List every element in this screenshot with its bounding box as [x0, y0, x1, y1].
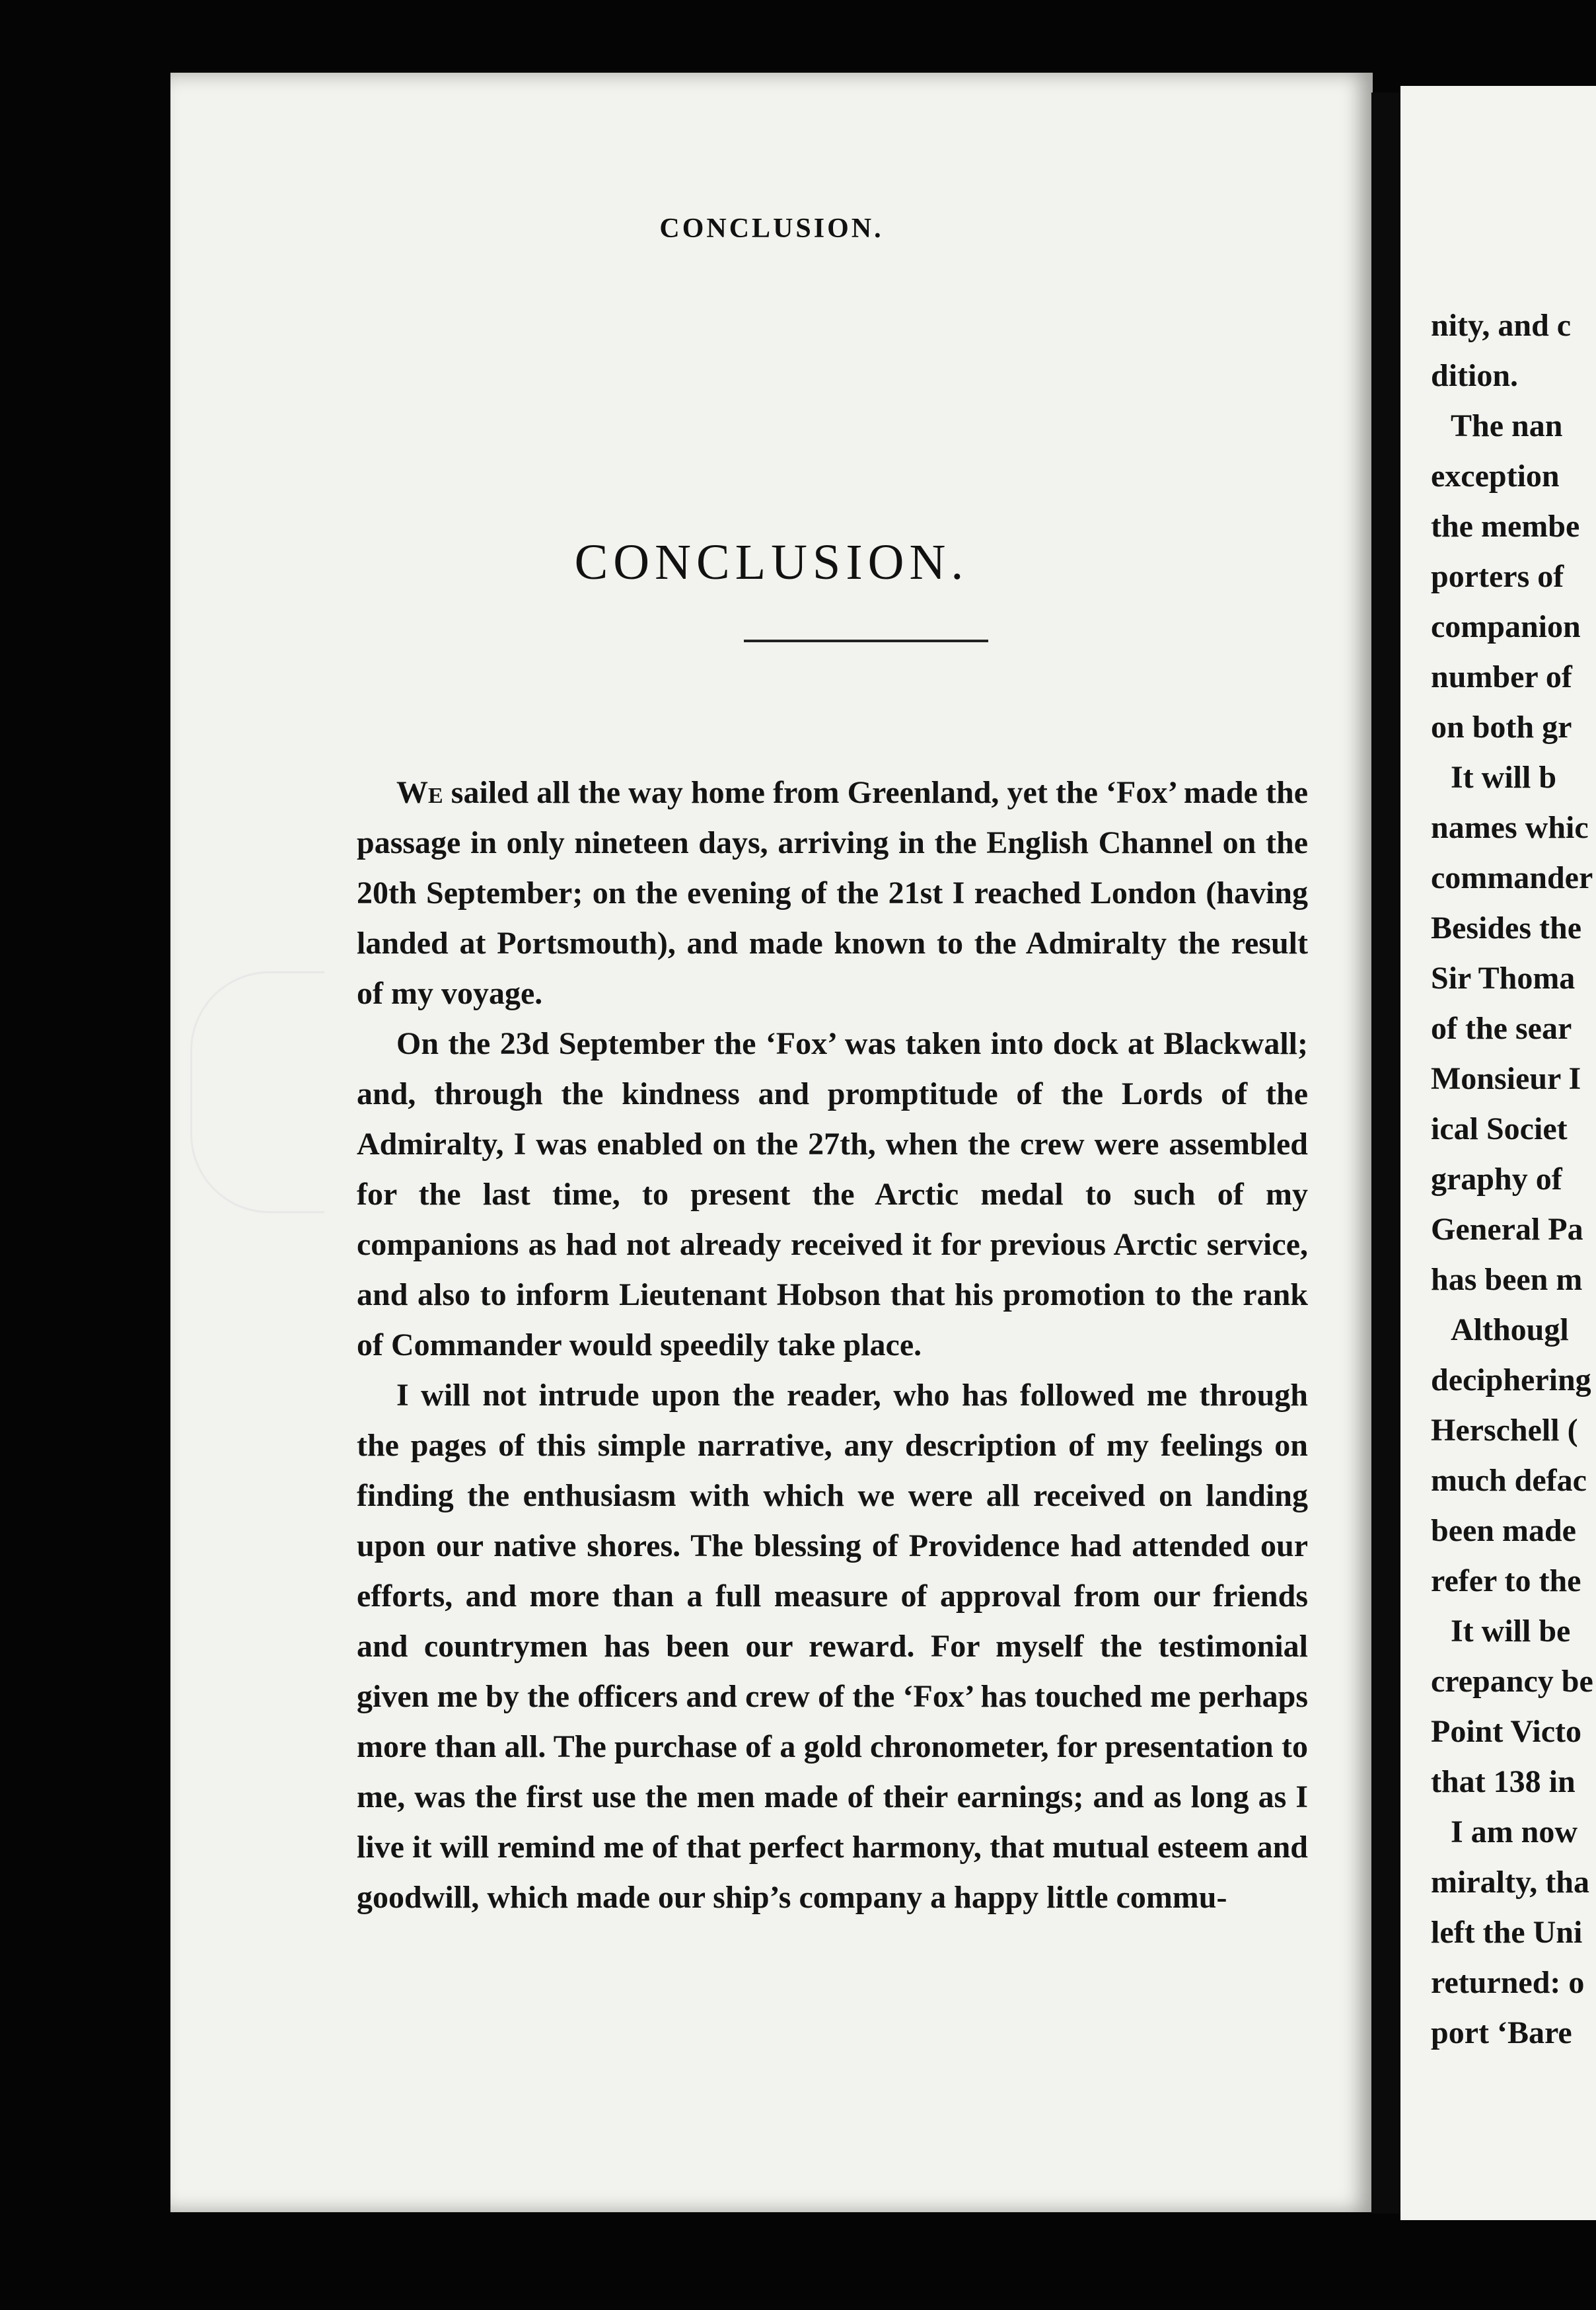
right-page-line: has been m [1431, 1262, 1583, 1297]
paragraph [357, 768, 1308, 1019]
right-page-line: porters of [1431, 559, 1564, 594]
right-page-line: Althougl [1451, 1312, 1569, 1347]
right-page-line: dition. [1431, 358, 1519, 393]
paragraph [357, 1370, 1308, 1923]
right-page-line: been made [1431, 1513, 1576, 1548]
right-page-line: of the sear [1431, 1011, 1572, 1046]
lead-word: We [396, 775, 443, 810]
right-page-line: Sir Thoma [1431, 961, 1576, 996]
right-page-line: commander [1431, 860, 1593, 895]
paragraph [357, 1019, 1308, 1370]
right-page-line: crepancy be [1431, 1664, 1593, 1699]
right-page-line: left the Uni [1431, 1915, 1583, 1950]
right-page-line: graphy of [1431, 1162, 1562, 1197]
right-page-line: It will be [1451, 1614, 1571, 1649]
right-page-line: the membe [1431, 509, 1580, 544]
right-page-line: Point Victo [1431, 1714, 1581, 1749]
title-rule [744, 640, 988, 642]
right-page-line: General Pa [1431, 1212, 1583, 1247]
right-page-line: Monsieur I [1431, 1061, 1581, 1096]
right-page-line: names whic [1431, 810, 1589, 845]
right-page-line: much defac [1431, 1463, 1587, 1498]
right-page-line: number of [1431, 659, 1572, 694]
right-page-text [1431, 301, 1596, 2058]
right-page-line: that 138 in [1431, 1764, 1576, 1799]
right-page-line: refer to the [1431, 1563, 1581, 1598]
right-page-line: nity, and c [1431, 308, 1572, 343]
right-page-line: companion [1431, 609, 1581, 644]
right-page-line: port ‘Bare [1431, 2015, 1572, 2050]
right-page-line: The nan [1451, 408, 1563, 443]
right-page-line: miralty, tha [1431, 1865, 1589, 1900]
right-page-line: returned: o [1431, 1965, 1585, 2000]
right-page-line: Herschell ( [1431, 1413, 1578, 1448]
paper-mark [190, 971, 324, 1213]
left-page [170, 73, 1373, 2212]
right-page-line: It will b [1451, 760, 1557, 795]
right-page-line: Besides the [1431, 911, 1581, 946]
chapter-title: CONCLUSION. [574, 535, 969, 590]
right-page-line: on both gr [1431, 710, 1572, 745]
right-page-line: deciphering [1431, 1362, 1591, 1397]
right-page [1400, 86, 1596, 2220]
paragraph-text: On the 23d September the ‘Fox’ was taken into dock at Blackwall; and, through the kindness and promptitude of the Lords of the Admiralty, I was enabled on the 27th, when the crew were assembled for the last time, to present the Arctic medal to such of my companions as had not already received it for previous Arctic service, and also to inform Lieutenant Hobson that his promotion to the rank of Commander would speedily take place. [357, 1026, 1308, 1362]
body-text [357, 768, 1308, 1923]
right-page-line: I am now [1451, 1814, 1578, 1849]
right-page-line: ical Societ [1431, 1111, 1568, 1146]
book-gutter [1371, 93, 1400, 2214]
running-head: CONCLUSION. [659, 213, 884, 244]
right-page-line: exception [1431, 459, 1560, 494]
paragraph-text: I will not intrude upon the reader, who has followed me through the pages of this simple narrative, any description of my feelings on finding the enthusiasm with which we were all received on landing upon our native shores. The blessing of Providence had attended our efforts, and more than a full measure of approval from our friends and countrymen has been our reward. For myself the testimonial given me by the officers and crew of the ‘Fox’ has touched me perhaps more than all. The purchase of a gold chronometer, for presentation to me, was the first use the men made of their earnings; and as long as I live it will remind me of that perfect harmony, that mutual esteem and goodwill, which made our ship’s company a happy little commu- [357, 1378, 1308, 1915]
paragraph-text: sailed all the way home from Greenland, yet the ‘Fox’ made the passage in only nineteen days, arriving in the English Channel on the 20th September; on the evening of the 21st I reached London (having landed at Portsmouth), and made known to the Admiralty the result of my voyage. [357, 775, 1308, 1011]
